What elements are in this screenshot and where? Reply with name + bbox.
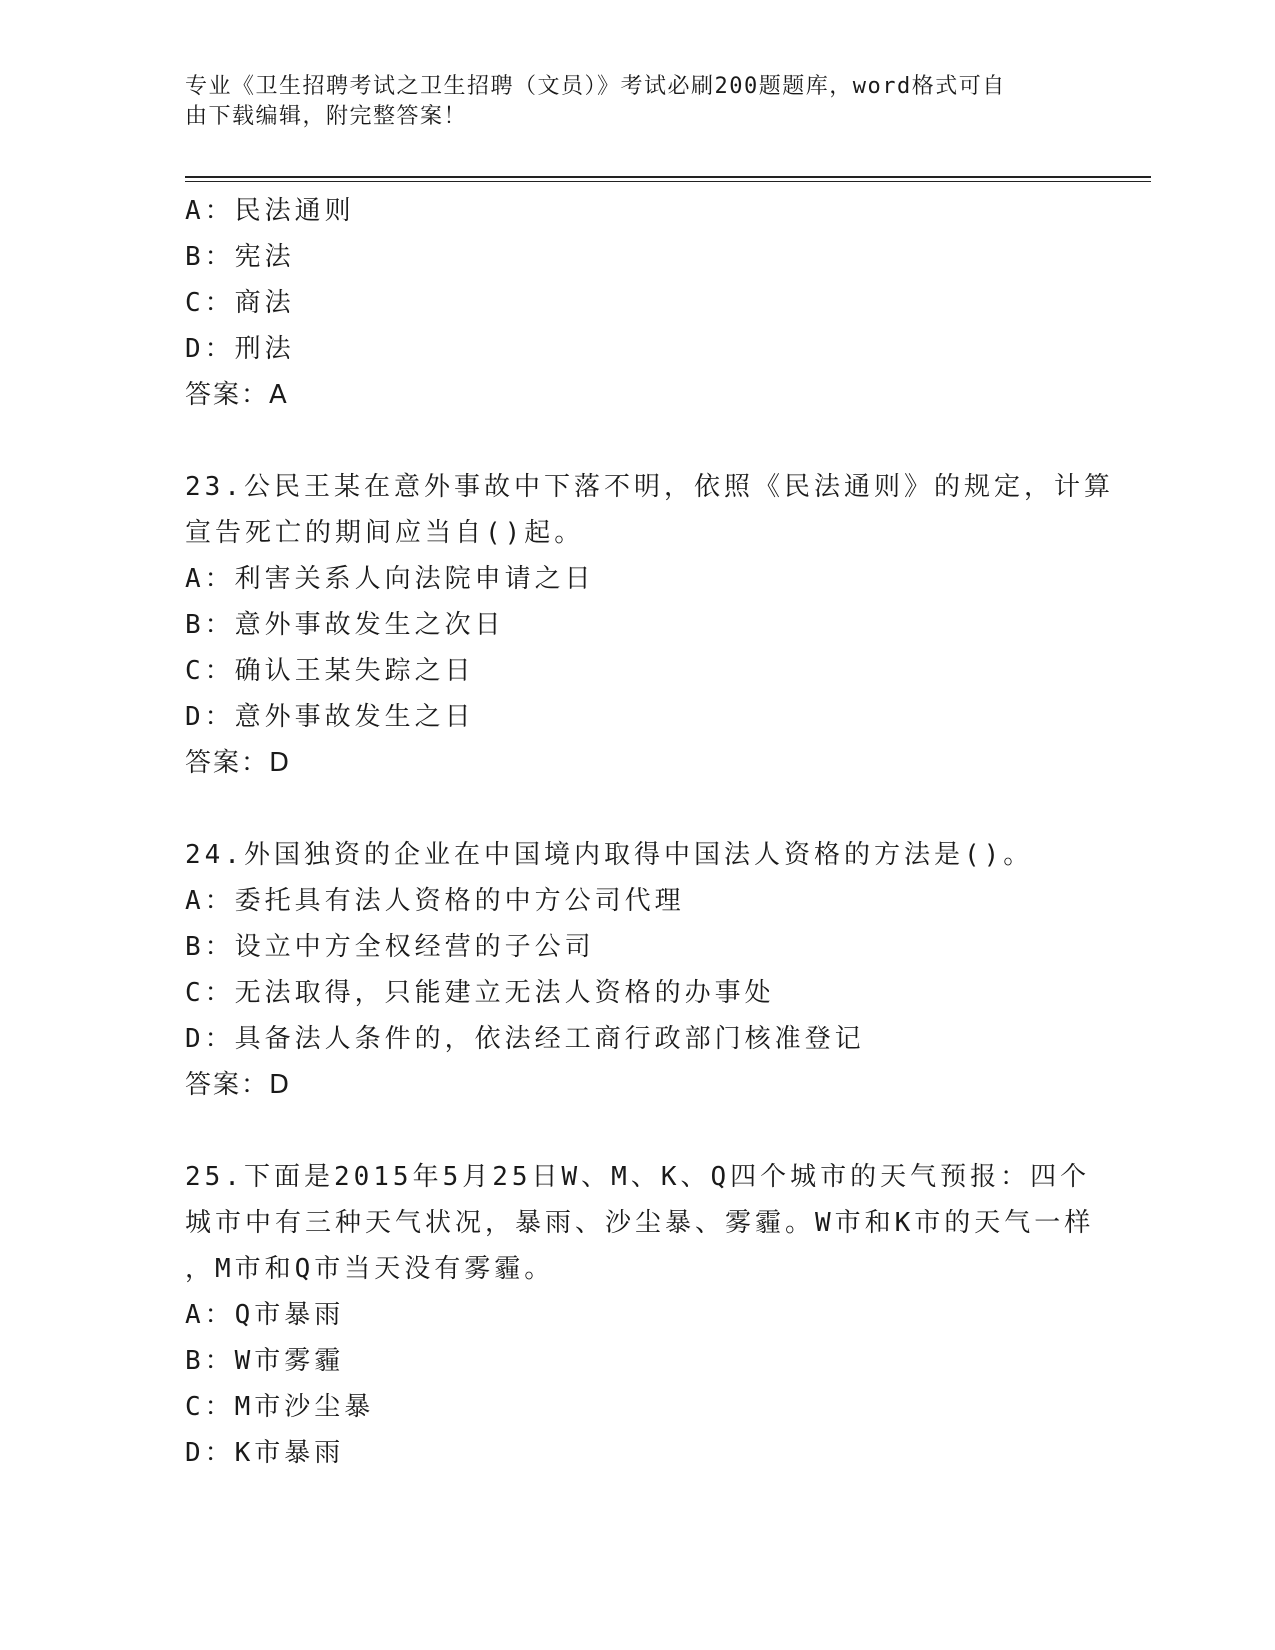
header-line-1: 专业《卫生招聘考试之卫生招聘（文员）》考试必刷200题题库，word格式可自 [185,74,1006,99]
option-d: D：K市暴雨 [185,1438,345,1468]
header-rule-thick [185,176,1151,178]
option-a: A：利害关系人向法院申请之日 [185,564,595,594]
question-stem-line-1: 24.外国独资的企业在中国境内取得中国法人资格的方法是()。 [185,840,1034,870]
option-b: B：设立中方全权经营的子公司 [185,932,595,962]
option-b: B：W市雾霾 [185,1346,345,1376]
option-d: D：具备法人条件的，依法经工商行政部门核准登记 [185,1024,865,1054]
question-23 [185,464,1114,786]
question-stem-line-1: 25.下面是2015年5月25日W、M、K、Q四个城市的天气预报：四个 [185,1162,1091,1192]
header-rule-thin [185,181,1151,182]
header-line-2: 由下载编辑，附完整答案！ [185,104,468,129]
spacer [185,1108,1085,1154]
option-d: D：刑法 [185,334,295,364]
question-24 [185,832,1085,1108]
document-header [185,72,1065,132]
option-b: B：宪法 [185,242,295,272]
spacer [185,786,1085,832]
answer: 答案：D [185,748,292,778]
option-a: A：委托具有法人资格的中方公司代理 [185,886,685,916]
option-d: D：意外事故发生之日 [185,702,475,732]
option-c: C：商法 [185,288,295,318]
option-c: C：无法取得，只能建立无法人资格的办事处 [185,978,775,1008]
option-a: A：Q市暴雨 [185,1300,345,1330]
question-stem-line-2: 宣告死亡的期间应当自()起。 [185,518,585,548]
question-25 [185,1154,1095,1476]
question-list [185,188,1114,1476]
spacer [185,418,1085,464]
option-c: C：M市沙尘暴 [185,1392,375,1422]
option-b: B：意外事故发生之次日 [185,610,505,640]
option-a: A：民法通则 [185,196,355,226]
answer: 答案：D [185,1070,292,1100]
question-stem-line-2: 城市中有三种天气状况，暴雨、沙尘暴、雾霾。W市和K市的天气一样 [185,1208,1095,1238]
question-stem-line-1: 23.公民王某在意外事故中下落不明，依照《民法通则》的规定，计算 [185,472,1114,502]
question-22 [185,188,1085,418]
question-stem-line-3: ，M市和Q市当天没有雾霾。 [185,1254,555,1284]
answer: 答案：A [185,380,289,410]
option-c: C：确认王某失踪之日 [185,656,475,686]
